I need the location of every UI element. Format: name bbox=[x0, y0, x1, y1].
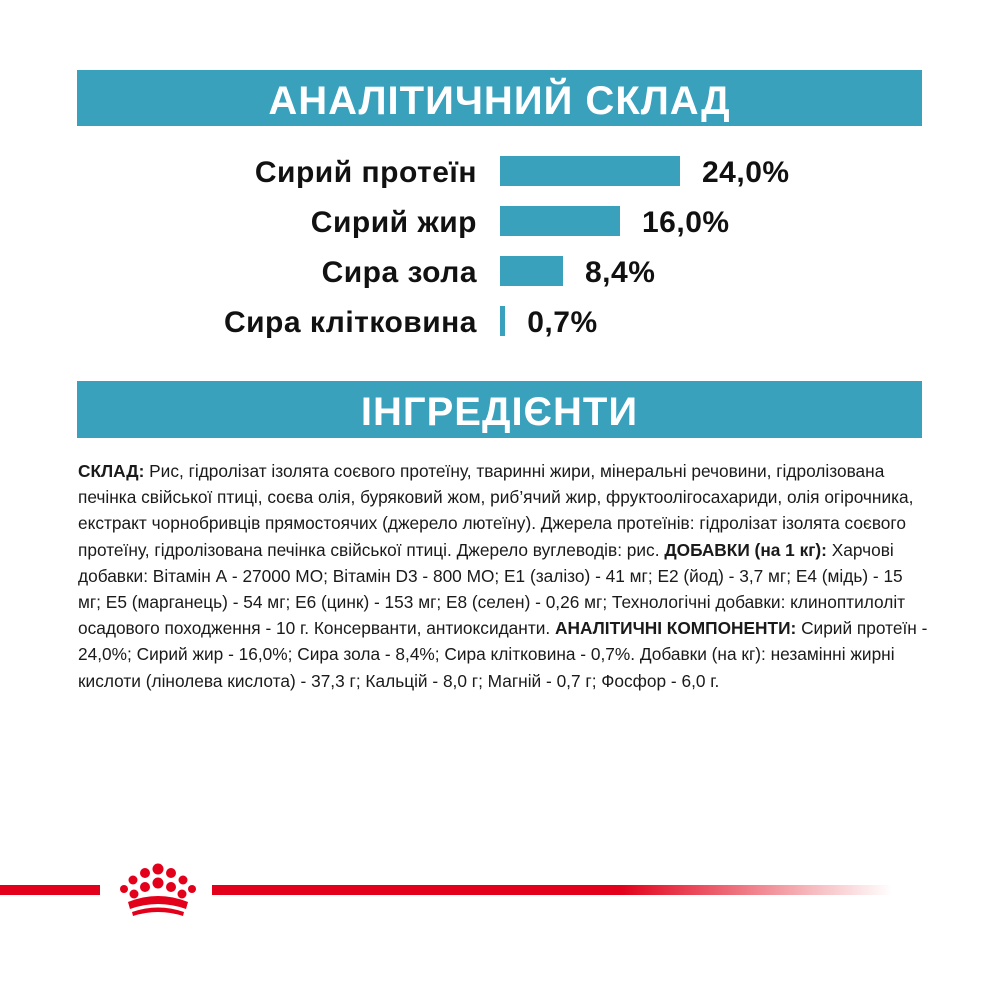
row-bar bbox=[500, 306, 505, 336]
row-bar bbox=[500, 156, 680, 186]
analytical-row-protein bbox=[0, 148, 1000, 192]
analytical-components-text: Сирий протеїн - 24,0%; Сирий жир - 16,0%; Сира зола - 8,4%; Сира клітковина - 0,7%. Добавки (на кг): незамінні жирні кислоти (лінолева кислота) - 37,3 г; Кальцій - 8,0 г; Магній - 0,7 г; Фосфор - 6,0 г. bbox=[78, 618, 928, 691]
row-label: Сира зола bbox=[321, 256, 477, 289]
row-value: 8,4% bbox=[585, 256, 656, 289]
row-value: 24,0% bbox=[702, 156, 790, 189]
row-bar bbox=[500, 206, 620, 236]
composition-label: СКЛАД: bbox=[78, 461, 145, 481]
ingredients-title: ІНГРЕДІЄНТИ bbox=[77, 381, 922, 438]
row-value: 0,7% bbox=[527, 306, 598, 339]
row-label: Сирий жир bbox=[310, 206, 477, 239]
analytical-composition-title: АНАЛІТИЧНИЙ СКЛАД bbox=[77, 70, 922, 126]
footer-red-line-left bbox=[0, 885, 100, 895]
analytical-row-fibre bbox=[0, 298, 1000, 342]
additives-label: ДОБАВКИ (на 1 кг): bbox=[664, 539, 827, 560]
royal-canin-crown-icon bbox=[108, 862, 208, 922]
ingredients-text bbox=[78, 458, 928, 694]
composition-text: Рис, гідролізат ізолята соєвого протеїну, тваринні жири, мінеральні речовини, гідролізована печінка свійської птиці, соєва олія, буряковий жом, риб’ячий жир, фруктоолігосахариди, олія огірочника, екстракт чорнобривців прямостоячих (джерело лютеїну). Джерела протеїнів: гідролізат ізолята соєвого протеїну, гідролізована печінка свійської птиці. Джерело вуглеводів: рис. bbox=[78, 461, 914, 560]
row-label: Сирий протеїн bbox=[254, 156, 477, 189]
row-bar bbox=[500, 256, 563, 286]
row-label: Сира клітковина bbox=[223, 306, 477, 339]
analytical-row-ash bbox=[0, 248, 1000, 292]
analytical-components-label: АНАЛІТИЧНІ КОМПОНЕНТИ: bbox=[555, 618, 797, 639]
row-value: 16,0% bbox=[642, 206, 730, 239]
footer-red-line-right bbox=[212, 885, 892, 895]
analytical-row-fat bbox=[0, 198, 1000, 242]
additives-text: Харчові добавки: Вітамін А - 27000 МО; Вітамін D3 - 800 МО; E1 (залізо) - 41 мг; E2 (йод) - 3,7 мг; E4 (мідь) - 15 мг; E5 (марганець) - 54 мг; E6 (цинк) - 153 мг; E8 (селен) - 0,26 мг; Технологічні добавки: клиноптилоліт осадового походження - 10 г. Консерванти, антиоксиданти. bbox=[78, 539, 906, 639]
